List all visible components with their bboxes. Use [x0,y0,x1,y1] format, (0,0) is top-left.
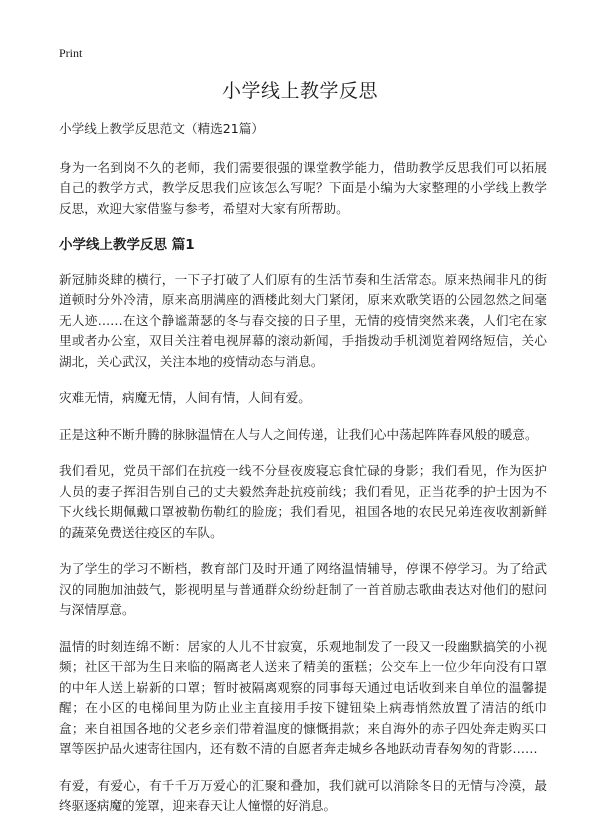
intro-paragraph: 身为一名到岗不久的老师，我们需要很强的课堂教学能力，借助教学反思我们可以拓展自己的教学方式，教学反思我们应该怎么写呢？下面是小编为大家整理的小学线上教学反思，欢迎大家借鉴与参考，希望对大家有所帮助。 [59,159,547,216]
body-paragraph: 正是这种不断升腾的脉脉温情在人与人之间传递，让我们心中荡起阵阵春风般的暖意。 [59,426,538,442]
section-heading: 小学线上教学反思 篇1 [59,237,195,253]
document-body [59,119,547,833]
document-subtitle: 小学线上教学反思范文（精选21篇） [59,121,264,136]
page-title: 小学线上教学反思 [221,80,378,102]
body-paragraph: 我们看见，党员干部们在抗疫一线不分昼夜废寝忘食忙碌的身影；我们看见，作为医护人员的妻子挥泪告别自己的丈夫毅然奔赴抗疫前线；我们看见，正当花季的护士因为不下火线长期佩戴口罩被勒伤勒红的脸庞；我们看见，祖国各地的农民兄弟连夜收割新鲜的蔬菜免费送往疫区的车队。 [59,463,547,540]
body-paragraph: 有爱，有爱心，有千千万万爱心的汇聚和叠加，我们就可以消除冬日的无情与冷漠，最终驱逐病魔的笼罩，迎来春天让人憧憬的好消息。 [59,777,547,813]
body-paragraph: 为了学生的学习不断档，教育部门及时开通了网络温情辅导，停课不停学习。为了给武汉的同胞加油鼓气，影视明星与普通群众纷纷赶制了一首首励志歌曲表达对他们的慰问与深情厚意。 [59,561,547,617]
body-paragraph: 灾难无情，病魔无情，人间有情，人间有爱。 [59,390,311,405]
body-paragraph: 新冠肺炎肆的横行，一下子打破了人们原有的生活节奏和生活常态。原来热闹非凡的街道顿时分外冷清，原来高朋满座的酒楼此刻大门紧闭，原来欢歌笑语的公园忽然之间毫无人迹……在这个静谧萧瑟的冬与春交接的日子里，无情的疫情突然来袭，人们宅在家里或者办公室，双目关注着电视屏幕的滚动新闻，手指拨动手机浏览着网络短信，关心湖北，关心武汉，关注本地的疫情动态与消息。 [59,271,547,369]
body-paragraph: 温情的时刻连绵不断：居家的人儿不甘寂寞，乐观地制发了一段又一段幽默搞笑的小视频；社区干部为生日来临的隔离老人送来了精美的蛋糕；公交车上一位少年向没有口罩的中年人送上崭新的口罩；暂时被隔离观察的同事每天通过电话收到来自单位的温馨提醒；在小区的电梯间里为防止业主直接用手按下键钮染上病毒悄然放置了清洁的纸巾盒；来自祖国各地的父老乡亲们带着温度的慷慨捐款；来自海外的赤子四处奔走购买口罩等医护品火速寄往国内，还有数不清的自愿者奔走城乡各地跃动青春匆匆的背影…… [59,638,547,756]
print-link[interactable]: Print [59,46,83,60]
